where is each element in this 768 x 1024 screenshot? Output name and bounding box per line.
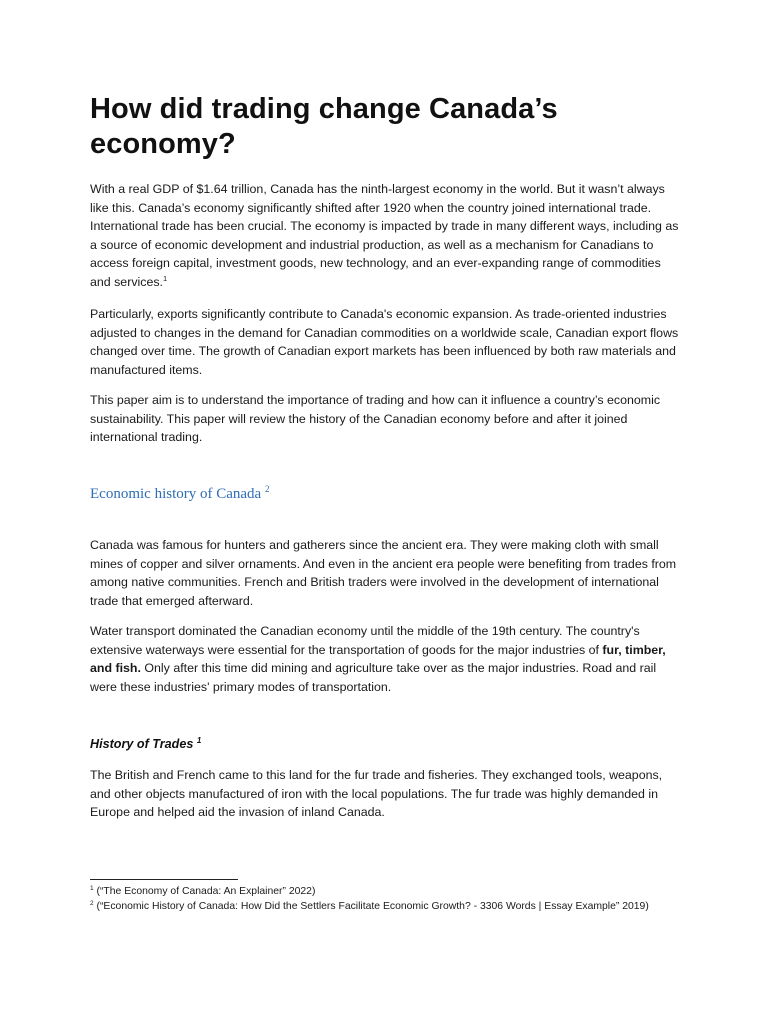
footnote-ref-2: 2: [264, 484, 270, 494]
footnote-ref-1b: 1: [196, 736, 202, 745]
economic-history-paragraph-2-text-a: Water transport dominated the Canadian economy until the middle of the 19th century. The country's extensive waterways were essential for the transportation of goods for the major industries of: [90, 624, 640, 657]
intro-paragraph-1-text: With a real GDP of $1.64 trillion, Canada has the ninth-largest economy in the world. But it wasn’t always like this. Canada’s economy significantly shifted after 1920 when the country joined international trade. International trade has been crucial. The economy is impacted by trade in many different ways, including as a source of economic development and industrial production, as well as a mechanism for Canadians to access foreign capital, investment goods, new technology, and an ever-expanding range of commodities and services.: [90, 182, 679, 289]
footnotes: [90, 884, 682, 915]
footnote-2: [90, 899, 682, 914]
section-heading-history-of-trades: [90, 737, 201, 751]
footnote-2-marker: 2: [90, 900, 94, 908]
intro-paragraph-1: [90, 180, 682, 292]
economic-history-paragraph-2-bold: fur, timber, and fish.: [90, 642, 666, 676]
intro-paragraph-3: This paper aim is to understand the importance of trading and how can it influence a country’s economic sustainability. This paper will review the history of the Canadian economy before and after it joined international trading.: [90, 393, 661, 445]
economic-history-paragraph-1: Canada was famous for hunters and gatherers since the ancient era. They were making cloth with small mines of copper and silver ornaments. And even in the ancient era people were benefiting from trades from among native communities. French and British traders were involved in the development of international trade that emerged afterward.: [90, 538, 677, 608]
page-title: How did trading change Canada’s economy?: [90, 93, 558, 160]
section-heading-history-of-trades-text: History of Trades: [90, 737, 194, 751]
economic-history-paragraph-2: [90, 622, 682, 696]
footnote-ref-1: 1: [163, 273, 168, 283]
history-of-trades-paragraph-1: The British and French came to this land for the fur trade and fisheries. They exchanged tools, weapons, and other objects manufactured of iron with the local populations. The fur trade was highly demanded in Europe and helped aid the invasion of inland Canada.: [90, 768, 663, 820]
economic-history-paragraph-2-text-b: Only after this time did mining and agriculture take over as the major industries. Road and rail were these industries' primary modes of transportation.: [90, 661, 657, 694]
footnote-divider: [90, 879, 238, 880]
footnote-1: [90, 884, 682, 899]
footnote-2-text: (“Economic History of Canada: How Did the Settlers Facilitate Economic Growth? - 3306 Words | Essay Example” 2019): [93, 901, 649, 913]
footnote-1-marker: 1: [90, 885, 94, 892]
intro-paragraph-2: Particularly, exports significantly contribute to Canada's economic expansion. As trade-oriented industries adjusted to changes in the demand for Canadian commodities on a worldwide scale, Canadian export flows changed over time. The growth of Canadian export markets has been influenced by both raw materials and manufactured items.: [90, 307, 679, 377]
section-heading-economic-history: [90, 486, 269, 503]
footnote-1-text: (“The Economy of Canada: An Explainer” 2022): [93, 886, 316, 897]
section-heading-economic-history-text: Economic history of Canada: [90, 486, 262, 502]
